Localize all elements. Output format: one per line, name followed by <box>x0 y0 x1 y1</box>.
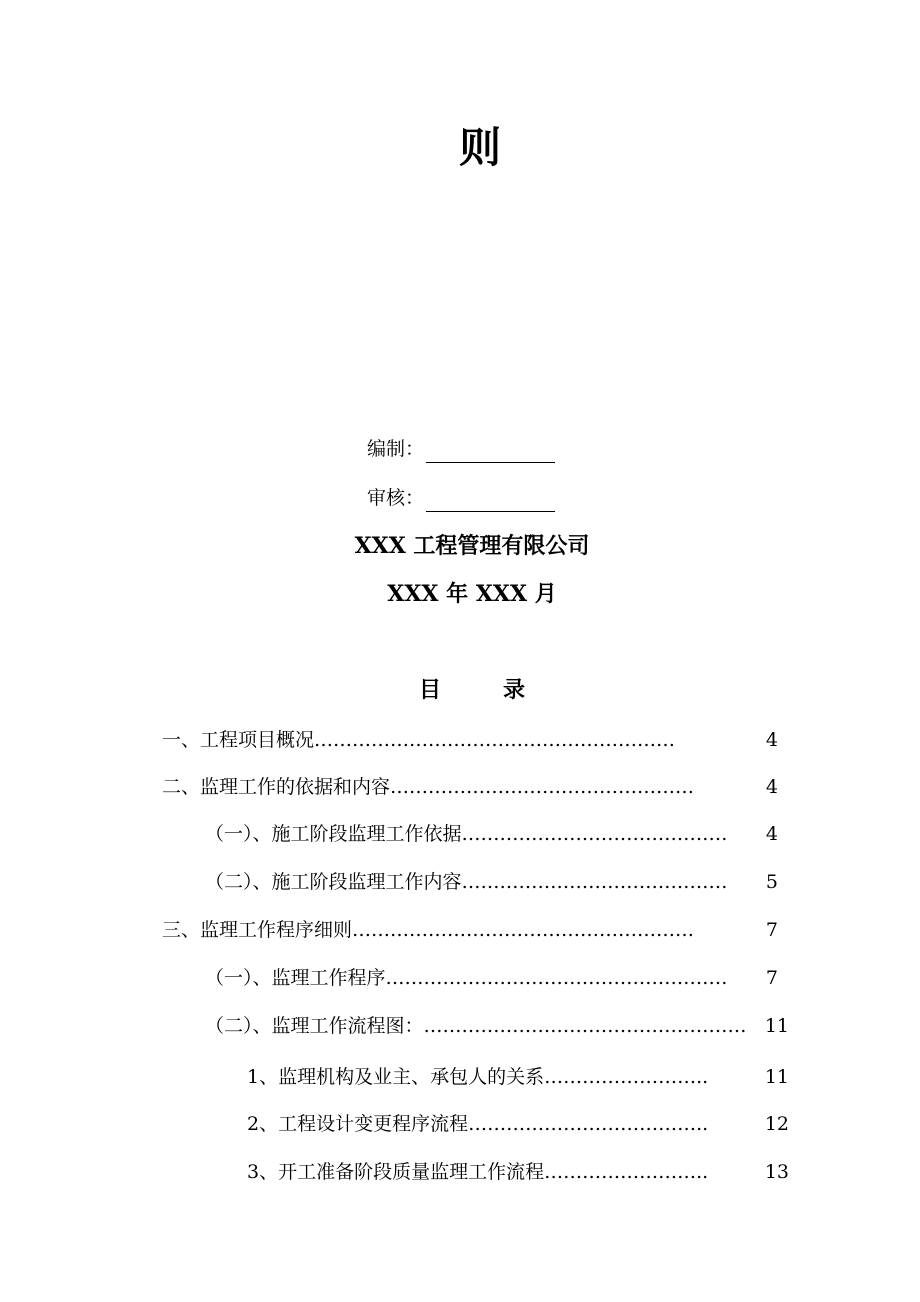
toc-entry-label: 三、监理工作程序细则 <box>162 919 353 941</box>
toc-entry-label: 一、工程项目概况 <box>162 729 315 751</box>
toc-entry[interactable] <box>162 725 778 755</box>
toc-page-number: 11 <box>764 1015 789 1037</box>
toc-page-number: 5 <box>765 871 778 893</box>
toc-page-number: 13 <box>764 1161 789 1183</box>
reviewer-label: 审核： <box>367 487 425 509</box>
toc-entry[interactable] <box>162 915 778 945</box>
reviewer-signature-row <box>367 484 555 512</box>
toc-entry[interactable] <box>247 1109 789 1139</box>
editor-signature-blank <box>426 440 555 463</box>
toc-dot-leader: ……………………………………………… <box>385 967 728 989</box>
toc-dot-leader: …………………………………………… <box>423 1015 747 1037</box>
toc-dot-leader: …………………………………… <box>461 871 728 893</box>
toc-entry-label: （一）、监理工作程序 <box>205 967 386 989</box>
toc-dot-leader: ………………………………………………… <box>314 729 676 751</box>
toc-dot-leader: ……………………………………………… <box>352 919 695 941</box>
toc-entry[interactable] <box>247 1157 789 1187</box>
toc-dot-leader: …………………………………… <box>461 823 728 845</box>
toc-entry-label: （一）、施工阶段监理工作依据 <box>205 823 462 845</box>
toc-dot-leader: ………………………………………… <box>390 776 695 798</box>
toc-entry[interactable] <box>162 772 778 802</box>
company-name: XXX 工程管理有限公司 <box>354 533 590 559</box>
toc-page-number: 12 <box>764 1113 789 1135</box>
page-title: 则 <box>458 123 501 172</box>
reviewer-signature-blank <box>426 489 555 512</box>
toc-page-number: 4 <box>765 823 778 845</box>
toc-dot-leader: …………………….. <box>544 1066 709 1088</box>
toc-entry-label: 二、监理工作的依据和内容 <box>162 776 391 798</box>
toc-page-number: 7 <box>765 967 778 989</box>
toc-entry[interactable] <box>205 1011 789 1041</box>
toc-entry[interactable] <box>247 1062 789 1092</box>
toc-page-number: 7 <box>765 919 778 941</box>
toc-dot-leader: …………………….. <box>544 1161 709 1183</box>
toc-entry-label: （二）、施工阶段监理工作内容 <box>205 871 462 893</box>
toc-page-number: 4 <box>765 776 778 798</box>
toc-entry-label: （二）、监理工作流程图： <box>205 1015 424 1037</box>
document-date: XXX 年 XXX 月 <box>387 581 557 607</box>
toc-entry[interactable] <box>205 867 778 897</box>
toc-page-number: 4 <box>765 729 778 751</box>
toc-title: 目录 <box>418 677 587 703</box>
toc-entry-label: 3、开工准备阶段质量监理工作流程 <box>247 1161 545 1183</box>
toc-dot-leader: ……………………………….. <box>468 1113 709 1135</box>
editor-signature-row <box>367 435 555 463</box>
toc-entry[interactable] <box>205 819 778 849</box>
toc-entry-label: 2、工程设计变更程序流程 <box>247 1113 469 1135</box>
toc-entry-label: 1、监理机构及业主、承包人的关系 <box>247 1066 545 1088</box>
toc-page-number: 11 <box>764 1066 789 1088</box>
editor-label: 编制： <box>367 438 425 460</box>
toc-entry[interactable] <box>205 963 778 993</box>
